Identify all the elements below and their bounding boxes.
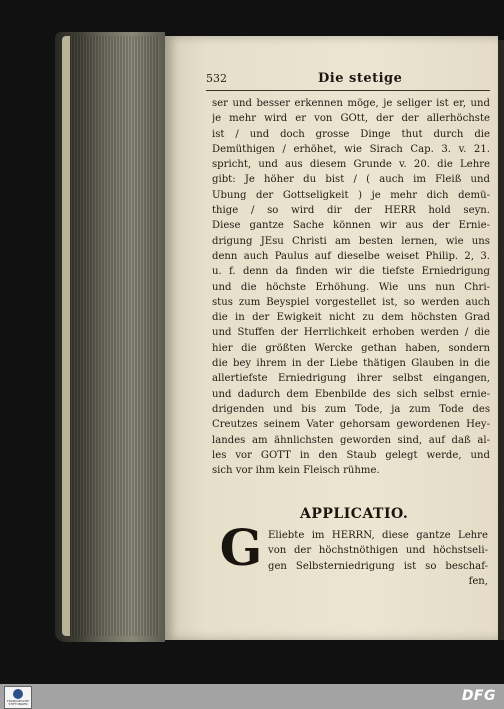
text-line: die in der Ewigkeit nicht zu dem höchsten Grad <box>212 312 490 324</box>
running-title: Die stetige <box>318 71 403 86</box>
decorated-initial: G <box>219 518 263 577</box>
text-line: spricht, und aus diesem Grunde v. 20. die Lehre <box>212 159 490 171</box>
text-line: ist / und doch grosse Dinge thut durch die <box>212 128 490 140</box>
text-line: sich vor ihm kein Fleisch rühme. <box>212 465 380 477</box>
application-text <box>268 528 488 589</box>
text-line: drigenden und bis zum Tode, ja zum Tode des <box>212 403 490 415</box>
text-line: stus zum Beyspiel vorgestellet ist, so werden auch <box>212 296 490 308</box>
book-cover-edge <box>62 36 70 636</box>
page-gutter-shadow <box>498 40 504 640</box>
text-line: von der höchstnöthigen und höchstseli- <box>268 545 488 557</box>
text-line: ser und besser erkennen möge, je seliger ist er, und <box>212 98 490 109</box>
text-line: gen Selbsterniedrigung ist so beschaf- <box>268 560 488 572</box>
text-line: Demüthigen / erhöhet, wie Sirach Cap. 3. v. 21. <box>212 143 490 155</box>
text-line: landes am ähnlichsten geworden sind, auf daß al- <box>212 434 490 446</box>
page-header <box>206 72 490 91</box>
text-line: und dadurch dem Ebenbilde des sich selbst ernie- <box>212 388 490 400</box>
text-line: fen, <box>468 575 488 587</box>
page-number: 532 <box>206 72 227 85</box>
logo-emblem-icon <box>13 689 23 699</box>
text-line: und Stuffen der Herrlichkeit erhoben werden / die <box>212 327 490 339</box>
text-line: thige / so wird dir der HERR hold seyn. <box>212 205 490 217</box>
text-line: u. f. denn da finden wir die tiefste Erniedrigung <box>212 266 490 278</box>
text-line: gibt: Je höher du bist / ( auch im Fleiß und <box>212 174 490 186</box>
text-line: allertiefste Erniedrigung ihrer selbst eingangen, <box>212 373 490 385</box>
text-line: die bey ihrem in der Liebe thätigen Glauben in die <box>212 358 490 370</box>
text-line: Diese gantze Sache können wir aus der Ernie- <box>212 220 490 232</box>
book-page-edges <box>55 32 165 642</box>
body-text <box>212 96 490 478</box>
dfg-logo[interactable]: DFG <box>461 688 496 704</box>
franckesche-stiftungen-logo[interactable] <box>4 686 32 709</box>
logo-text: FRANCKESCHE STIFTUNGEN <box>7 699 30 706</box>
text-line: denn auch Paulus auf dieselbe weiset Philip. 2, 3. <box>212 250 490 262</box>
text-line: hier die größten Wercke gethan haben, sondern <box>212 342 490 354</box>
text-line: je mehr wird er von GOtt, der der allerhöchste <box>212 113 490 125</box>
text-line: Creutzes seinem Vater gehorsam gewordenen Hey- <box>212 419 490 431</box>
text-line: drigung JEsu Christi am besten lernen, wie uns <box>212 235 490 247</box>
text-line: und die höchste Erhöhung. Wie uns nun Chri- <box>212 281 490 293</box>
text-line: les vor GOTT in den Staub gelegt werde, und <box>212 449 490 461</box>
text-line: Eliebte im HERRN, diese gantze Lehre <box>268 530 488 541</box>
application-heading: APPLICATIO. <box>300 506 409 522</box>
viewer-footer <box>0 684 504 709</box>
text-line: Ubung der Gottseligkeit ) je mehr dich demü- <box>212 189 490 201</box>
